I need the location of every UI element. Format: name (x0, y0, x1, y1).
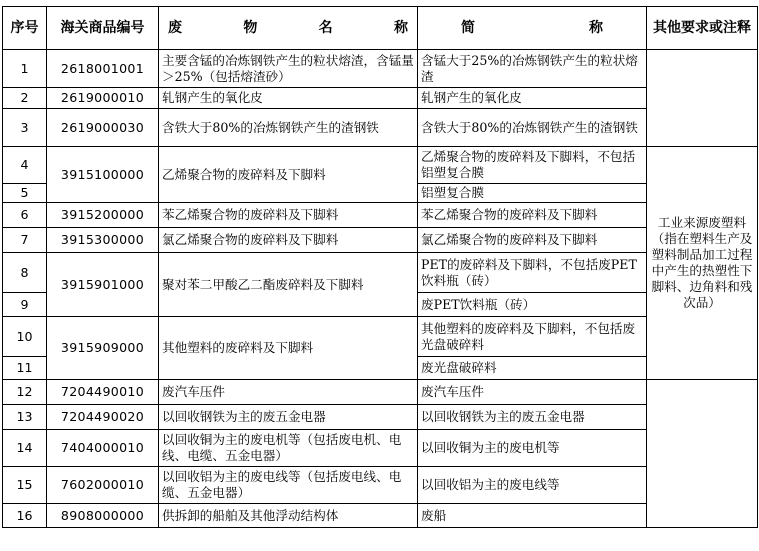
cell-code: 3915909000 (47, 317, 159, 380)
table-row (3, 467, 758, 504)
cell-code: 7404000010 (47, 430, 159, 467)
cell-short-name: 废汽车压件 (418, 380, 647, 405)
table-row (3, 228, 758, 253)
cell-short-name: 铝塑复合膜 (418, 184, 647, 203)
cell-waste-name: 含铁大于80%的冶炼钢铁产生的渣钢铁 (159, 109, 418, 147)
cell-waste-name: 乙烯聚合物的废碎料及下脚料 (159, 147, 418, 203)
cell-seq: 9 (3, 293, 47, 317)
table-row (3, 504, 758, 528)
table-row (3, 253, 758, 293)
cell-code: 7204490010 (47, 380, 159, 405)
cell-code: 2618001001 (47, 50, 159, 88)
table-row (3, 317, 758, 357)
cell-seq: 3 (3, 109, 47, 147)
cell-seq: 16 (3, 504, 47, 528)
cell-short-name: 含铁大于80%的冶炼钢铁产生的渣钢铁 (418, 109, 647, 147)
cell-seq: 6 (3, 203, 47, 228)
cell-code: 3915200000 (47, 203, 159, 228)
table-row (3, 147, 758, 184)
cell-seq: 8 (3, 253, 47, 293)
cell-notes-empty (647, 50, 758, 147)
cell-short-name: 以回收钢铁为主的废五金电器 (418, 405, 647, 430)
table-row (3, 380, 758, 405)
cell-seq: 14 (3, 430, 47, 467)
table-row (3, 88, 758, 109)
cell-code: 7602000010 (47, 467, 159, 504)
cell-short-name: 废船 (418, 504, 647, 528)
cell-short-name: 乙烯聚合物的废碎料及下脚料，不包括铝塑复合膜 (418, 147, 647, 184)
cell-seq: 5 (3, 184, 47, 203)
table-row (3, 50, 758, 88)
table-row (3, 109, 758, 147)
cell-short-name: 苯乙烯聚合物的废碎料及下脚料 (418, 203, 647, 228)
cell-short-name: 轧钢产生的氧化皮 (418, 88, 647, 109)
cell-seq: 2 (3, 88, 47, 109)
cell-notes-empty (647, 380, 758, 528)
cell-short-name: 氯乙烯聚合物的废碎料及下脚料 (418, 228, 647, 253)
cell-code: 3915901000 (47, 253, 159, 317)
header-waste-name: 废 物 名 称 (159, 7, 418, 50)
table-row (3, 203, 758, 228)
cell-short-name: 含锰大于25%的冶炼钢铁产生的粒状熔渣 (418, 50, 647, 88)
cell-code: 3915100000 (47, 147, 159, 203)
header-customs-code: 海关商品编号 (47, 7, 159, 50)
cell-short-name: 以回收铜为主的废电机等 (418, 430, 647, 467)
cell-waste-name: 轧钢产生的氧化皮 (159, 88, 418, 109)
cell-seq: 13 (3, 405, 47, 430)
table-row (3, 430, 758, 467)
cell-seq: 10 (3, 317, 47, 357)
cell-code: 2619000010 (47, 88, 159, 109)
cell-waste-name: 废汽车压件 (159, 380, 418, 405)
header-seq: 序号 (3, 7, 47, 50)
cell-short-name: 以回收铝为主的废电线等 (418, 467, 647, 504)
table-row (3, 405, 758, 430)
cell-seq: 15 (3, 467, 47, 504)
waste-catalog-table (2, 6, 758, 528)
cell-code: 2619000030 (47, 109, 159, 147)
cell-code: 3915300000 (47, 228, 159, 253)
cell-seq: 1 (3, 50, 47, 88)
cell-waste-name: 以回收钢铁为主的废五金电器 (159, 405, 418, 430)
cell-waste-name: 供拆卸的船舶及其他浮动结构体 (159, 504, 418, 528)
cell-short-name: 废PET饮料瓶（砖） (418, 293, 647, 317)
header-row (3, 7, 758, 50)
cell-short-name: PET的废碎料及下脚料，不包括废PET饮料瓶（砖） (418, 253, 647, 293)
cell-waste-name: 苯乙烯聚合物的废碎料及下脚料 (159, 203, 418, 228)
cell-seq: 7 (3, 228, 47, 253)
cell-waste-name: 以回收铜为主的废电机等（包括废电机、电线、电缆、五金电器） (159, 430, 418, 467)
cell-short-name: 废光盘破碎料 (418, 357, 647, 380)
cell-waste-name: 主要含锰的冶炼钢铁产生的粒状熔渣，含锰量＞25%（包括熔渣砂） (159, 50, 418, 88)
cell-waste-name: 以回收铝为主的废电线等（包括废电线、电缆、五金电器） (159, 467, 418, 504)
header-notes: 其他要求或注释 (647, 7, 758, 50)
cell-code: 7204490020 (47, 405, 159, 430)
cell-notes-plastics: 工业来源废塑料（指在塑料生产及塑料制品加工过程中产生的热塑性下脚料、边角料和残次品） (647, 147, 758, 380)
cell-waste-name: 其他塑料的废碎料及下脚料 (159, 317, 418, 380)
cell-code: 8908000000 (47, 504, 159, 528)
header-short-name: 简 称 (418, 7, 647, 50)
page-title (0, 0, 759, 5)
cell-waste-name: 氯乙烯聚合物的废碎料及下脚料 (159, 228, 418, 253)
cell-short-name: 其他塑料的废碎料及下脚料，不包括废光盘破碎料 (418, 317, 647, 357)
cell-waste-name: 聚对苯二甲酸乙二酯废碎料及下脚料 (159, 253, 418, 317)
cell-seq: 4 (3, 147, 47, 184)
cell-seq: 12 (3, 380, 47, 405)
cell-seq: 11 (3, 357, 47, 380)
